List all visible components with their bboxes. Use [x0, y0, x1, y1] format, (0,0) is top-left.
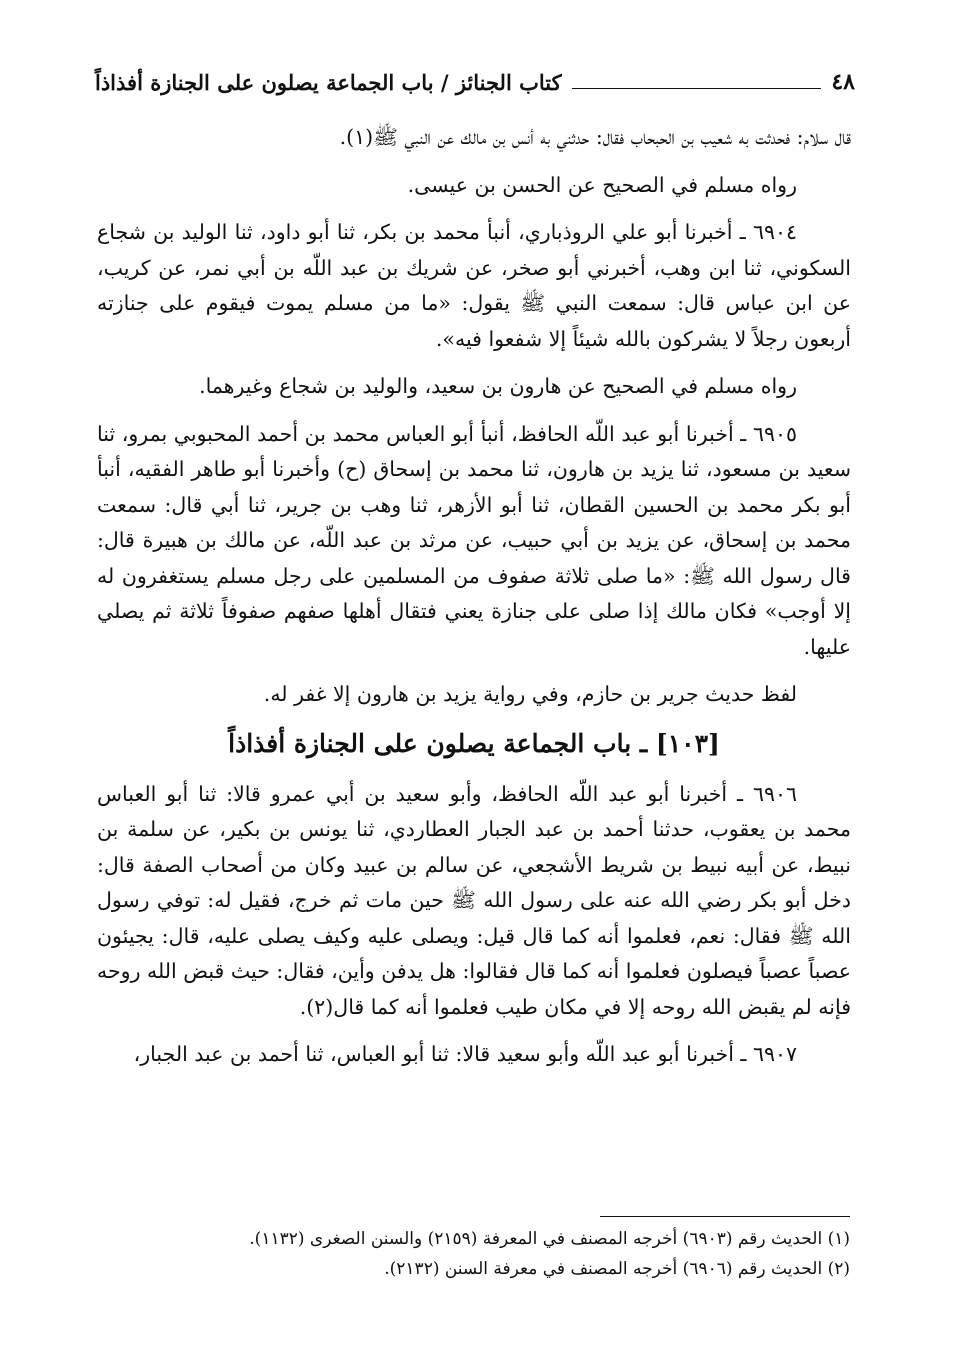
footnote-divider	[600, 1216, 850, 1217]
hadith-6907: ٦٩٠٧ ـ أخبرنا أبو عبد اللّه وأبو سعيد قالا: ثنا أبو العباس، ثنا أحمد بن عبد الجبار،	[133, 1042, 797, 1066]
paragraph-note: رواه مسلم في الصحيح عن هارون بن سعيد، والوليد بن شجاع وغيرهما.	[199, 374, 797, 398]
hadith-6905: ٦٩٠٥ ـ أخبرنا أبو عبد اللّه الحافظ، أنبأ أبو العباس محمد بن أحمد المحبوبي بمرو، ثنا سعيد بن مسعود، ثنا يزيد بن هارون، ثنا محمد بن إسحاق (ح) وأخبرنا أبو طاهر الفقيه، أنبأ أبو بكر محمد بن الحسين القطان، ثنا أبو الأزهر، ثنا وهب بن جرير، ثنا أبي قال: سمعت محمد بن إسحاق، عن يزيد بن أبي حبيب، عن مرثد بن عبد اللّه، عن مالك بن هبيرة قال: قال رسول الله ﷺ: «ما صلى ثلاثة صفوف من المسلمين على رجل مسلم يستغفرون له إلا أوجب» فكان مالك إذا صلى على جنازة يعني فتقال أهلها صفهم صفوفاً ثلاثة ثم يصلي عليها.	[97, 421, 851, 659]
footnote-1: (١) الحديث رقم (٦٩٠٣) أخرجه المصنف في المعرفة (٢١٥٩) والسنن الصغرى (١١٣٢).	[249, 1229, 850, 1249]
paragraph-note: لفظ حديث جرير بن حازم، وفي رواية يزيد بن هارون إلا غفر له.	[263, 682, 797, 706]
footnote-2: (٢) الحديث رقم (٦٩٠٦) أخرجه المصنف في معرفة السنن (٢١٣٢).	[384, 1259, 850, 1279]
footnotes	[210, 1224, 850, 1284]
paragraph-continuation: قال سلام: فحدثت به شعيب بن الحبحاب فقال: حدثني به أنس بن مالك عن النبي ﷺ(١).	[339, 125, 851, 149]
running-title: كتاب الجنائز / باب الجماعة يصلون على الجنازة أفذاذاً	[95, 69, 562, 95]
page-number: ٤٨	[831, 69, 855, 95]
page-body	[97, 120, 851, 1085]
hadith-6906: ٦٩٠٦ ـ أخبرنا أبو عبد اللّه الحافظ، وأبو سعيد بن أبي عمرو قالا: ثنا أبو العباس محمد بن يعقوب، حدثنا أحمد بن عبد الجبار العطاردي، ثنا يونس بن بكير، عن سلمة بن نبيط، عن أبيه نبيط بن شريط الأشجعي، عن سالم بن عبيد وكان من أصحاب الصفة قال: دخل أبو بكر رضي الله عنه على رسول الله ﷺ حين مات ثم خرج، فقيل له: توفي رسول الله ﷺ فقال: نعم، فعلموا أنه كما قال قيل: ويصلى عليه وكيف يصلى عليه، قال: يجيئون عصباً عصباً فيصلون فعلموا أنه كما قال فقالوا: هل يدفن وأين، فقال: حيث قبض الله روحه فإنه لم يقبض الله روحه إلا في مكان طيب فعلموا أنه كما قال(٢).	[97, 781, 851, 1019]
paragraph-note: رواه مسلم في الصحيح عن الحسن بن عيسى.	[407, 172, 797, 197]
hadith-6904: ٦٩٠٤ ـ أخبرنا أبو علي الروذباري، أنبأ محمد بن بكر، ثنا أبو داود، ثنا الوليد بن شجاع السكوني، ثنا ابن وهب، أخبرني أبو صخر، عن شريك بن عبد اللّه بن أبي نمر، عن كريب، عن ابن عباس قال: سمعت النبي ﷺ يقول: «ما من مسلم يموت فيقوم على جنازته أربعون رجلاً لا يشركون بالله شيئاً إلا شفعوا فيه».	[97, 220, 851, 351]
running-header	[95, 62, 855, 102]
section-heading: [١٠٣] ـ باب الجماعة يصلون على الجنازة أفذاذاً	[228, 728, 720, 758]
header-rule	[572, 88, 822, 89]
